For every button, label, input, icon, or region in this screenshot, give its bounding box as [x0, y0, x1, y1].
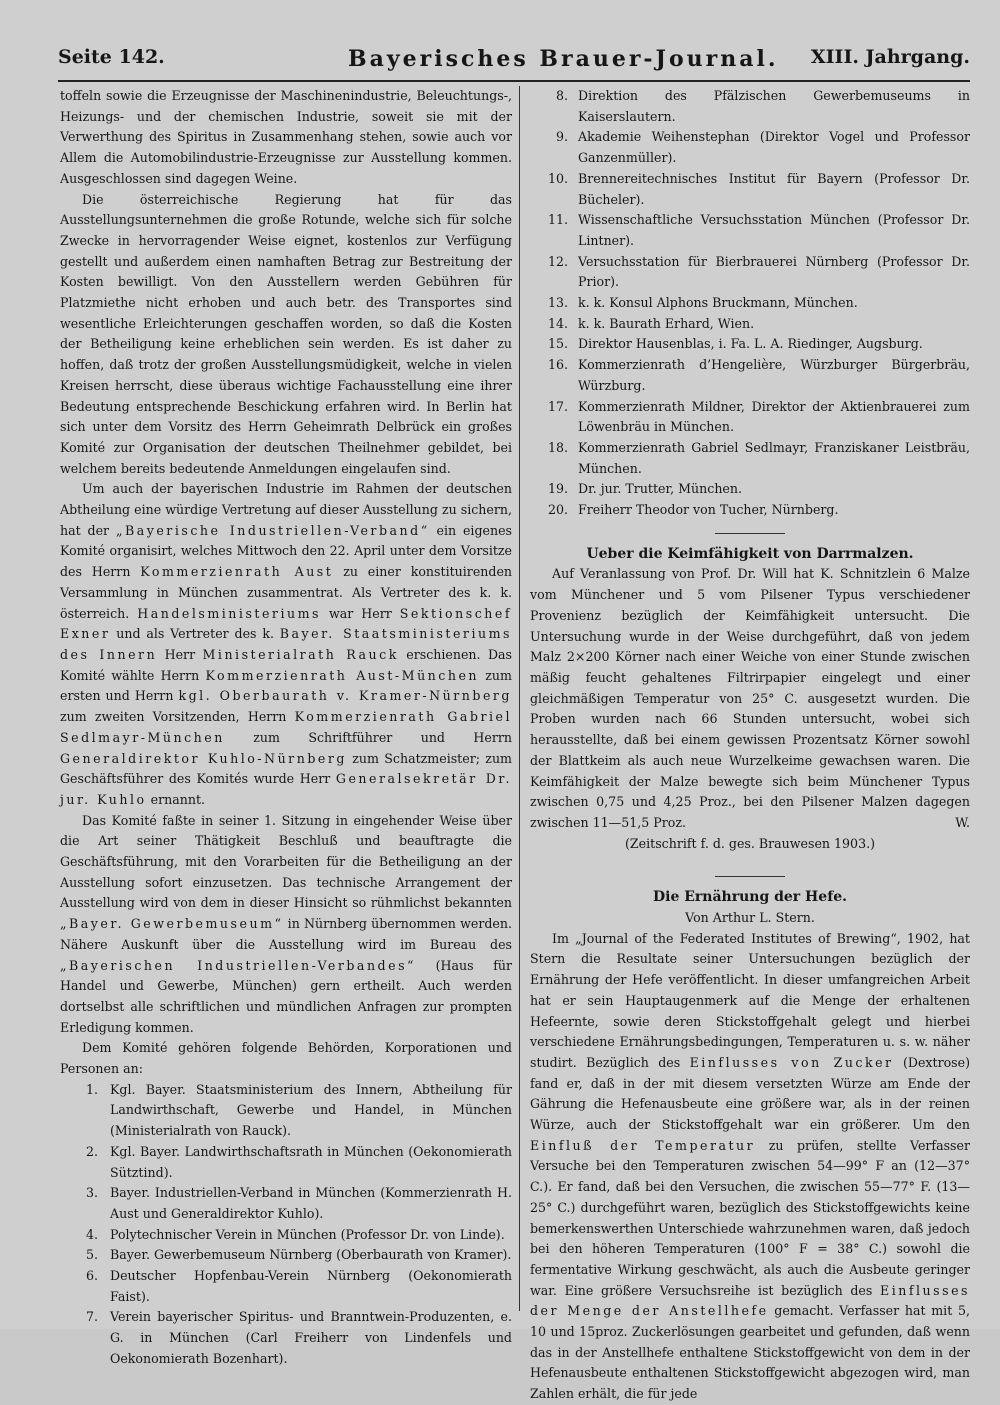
list-item: 8. Direktion des Pfälzischen Gewerbemuseums in Kaiserslautern.: [555, 88, 970, 124]
section-separator: [715, 533, 785, 534]
right-column: [530, 86, 971, 1402]
list-item: 18. Kommerzienrath Gabriel Sedlmayr, Franziskaner Leistbräu, München.: [547, 439, 970, 476]
list-item: 3. Bayer. Industriellen-Verband in München (Kommerzienrath H. Aust und Generaldirektor Kuhlo).: [85, 1185, 512, 1221]
header-rule: [58, 80, 970, 82]
article-title-keimfaehigkeit: Ueber die Keimfähigkeit von Darrmalzen.: [586, 545, 914, 562]
volume-label: XIII. Jahrgang.: [810, 46, 970, 68]
left-column: [60, 86, 513, 1366]
article-byline: Von Arthur L. Stern.: [685, 910, 815, 926]
column-divider: [519, 86, 520, 1311]
page-header: [58, 42, 970, 76]
list-item: 10. Brennereitechnisches Institut für Bayern (Professor Dr. Bücheler).: [547, 170, 970, 207]
paragraph-committee-meeting: Das Komité faßte in seiner 1. Sitzung in eingehender Weise über die Art seiner Thätigkeit Beschluß und beauftragte die Geschäftsführung, mit den Vorarbeiten für die Betheiligung an der Ausstellung sofort einzusetzen. Das technische Arrangement der Ausstellung wird von dem in dieser Hinsicht so rühmlichst bekannten „Bayer. Gewerbemuseum“ in Nürnberg übernommen werden. Nähere Auskunft über die Ausstellung wird im Bureau des „Bayerischen Industriellen-Verbandes“ (Haus für Handel und Gewerbe, München) gern ertheilt. Auch werden dortselbst alle schriftlichen und mündlichen Anfragen zur prompten Erledigung kommen.: [60, 812, 512, 1035]
paragraph-members-intro: Dem Komité gehören folgende Behörden, Korporationen und Personen an:: [60, 1040, 512, 1077]
list-item: 14. k. k. Baurath Erhard, Wien.: [547, 315, 755, 331]
list-item: 2. Kgl. Bayer. Landwirthschaftsrath in München (Oekonomierath Sütztind).: [85, 1143, 512, 1180]
paragraph-austrian-government: Die österreichische Regierung hat für das Ausstellungsunternehmen die große Rotunde, welche sich für solche Zwecke in hervorragender Weise eignet, kostenlos zur Verfügung gestellt und außerdem einen namhaften Betrag zur Bestreitung der Kosten bewilligt. Von den Ausstellern werden Gebühren für Platzmiethe nicht erhoben und auch betr. des Transportes sind wesentliche Erleichterungen geschaffen worden, so daß die Kosten der Betheiligung keine erheblichen sein werden. Es ist daher zu hoffen, daß trotz der großen Ausstellungsmüdigkeit, welche in vielen Kreisen herrscht, diese überaus wichtige Fachausstellung eine ihrer Bedeutung entsprechende Beschickung erfahren wird. In Berlin hat sich unter dem Vorsitz des Herrn Geheimrath Delbrück ein großes Komité zur Organisation der deutschen Theilnehmer gebildet, bei welchem bereits bedeutende Anmeldungen eingelaufen sind.: [60, 191, 512, 476]
list-item: 11. Wissenschaftliche Versuchsstation München (Professor Dr. Lintner).: [547, 212, 970, 248]
list-item: 7. Verein bayerischer Spiritus- und Branntwein-Produzenten, e. G. in München (Carl Freiherr von Lindenfels und Oekonomierath Bozenhart).: [85, 1309, 512, 1366]
paragraph-bavarian-committee: Um auch der bayerischen Industrie im Rahmen der deutschen Abtheilung eine würdige Vertretung auf dieser Ausstellung zu sichern, hat der „Bayerische Industriellen-Verband“ ein eigenes Komité organisirt, welches Mittwoch den 22. April unter dem Vorsitze des Herrn Kommerzienrath Aust zu einer konstituirenden Versammlung in München zusammentrat. Als Vertreter des k. k. österreich. Handelsministeriums war Herr Sektionschef Exner und als Vertreter des k. Bayer. Staatsministeriums des Innern Herr Ministerialrath Rauck erschienen. Das Komité wählte Herrn Kommerzienrath Aust-München zum ersten und Herrn kgl. Oberbaurath v. Kramer-Nürnberg zum zweiten Vorsitzenden, Herrn Kommerzienrath Gabriel Sedlmayr-München zum Schriftführer und Herrn Generaldirektor Kuhlo-Nürnberg zum Schatzmeister; zum Geschäftsführer des Komités wurde Herr Generalsekretär Dr. jur. Kuhlo ernannt.: [60, 481, 513, 807]
paragraph-keimfaehigkeit: Auf Veranlassung von Prof. Dr. Will hat K. Schnitzlein 6 Malze vom Münchener und 5 vom Pilsener Typus verschiedener Provenienz bezüglich der Keimfähigkeit untersucht. Die Untersuchung wurde in der Weise durchgeführt, daß von jedem Malz 2×200 Körner nach einer Weiche von einer Stunde zwischen mäßig feucht gehaltenes Filtrirpapier eingelegt und einer gleichmäßigen Temperatur von 25° C. ausgesetzt wurden. Die Proben wurden nach 66 Stunden untersucht, wobei sich herausstellte, daß bei einem gewissen Prozentsatz Körner sowohl der Blattkeim als auch neue Wurzelkeime gewachsen waren. Die Keimfähigkeit der Malze bewegte sich beim Münchener Typus zwischen 0,75 und 4,25 Proz., bei den Pilsener Malzen dagegen zwischen 11—51,5 Proz. W.: [530, 564, 970, 833]
list-item: 15. Direktor Hausenblas, i. Fa. L. A. Riedinger, Augsburg.: [547, 336, 923, 352]
author-signature: W.: [955, 814, 970, 830]
list-item: 9. Akademie Weihenstephan (Direktor Vogel und Professor Ganzenmüller).: [555, 129, 970, 166]
list-item: 19. Dr. jur. Trutter, München.: [547, 481, 742, 497]
members-list-right: [530, 86, 970, 521]
list-item: 1. Kgl. Bayer. Staatsministerium des Innern, Abtheilung für Landwirthschaft, Gewerbe und Handel, in München (Ministerialrath von Rauck).: [85, 1081, 512, 1139]
journal-title: Bayerisches Brauer-Journal.: [348, 46, 779, 72]
list-item: 13. k. k. Konsul Alphons Bruckmann, München.: [547, 295, 858, 311]
page-number: Seite 142.: [58, 46, 165, 68]
list-item: 16. Kommerzienrath d’Hengelière, Würzburger Bürgerbräu, Würzburg.: [547, 357, 970, 393]
list-item: 5. Bayer. Gewerbemuseum Nürnberg (Oberbaurath von Kramer).: [85, 1247, 512, 1263]
list-item: 17. Kommerzienrath Mildner, Direktor der Aktienbrauerei zum Löwenbräu in München.: [547, 398, 970, 435]
article-title-hefe: Die Ernährung der Hefe.: [653, 889, 847, 906]
paragraph-exhibits: toffeln sowie die Erzeugnisse der Maschinenindustrie, Beleuchtungs-, Heizungs- und der chemischen Industrie, soweit sie mit der Verwerthung des Spiritus in Zusammenhang stehen, sowie auch vor Allem die Automobilindustrie-Erzeugnisse zur Ausstellung kommen. Ausgeschlossen sind dagegen Weine.: [60, 88, 512, 186]
list-item: 4. Polytechnischer Verein in München (Professor Dr. von Linde).: [85, 1226, 505, 1242]
paragraph-hefe: Im „Journal of the Federated Institutes of Brewing“, 1902, hat Stern die Resultate seiner Untersuchungen bezüglich der Ernährung der Hefe veröffentlicht. In dieser umfangreichen Arbeit hat er sein Hauptaugenmerk auf die Menge der erhaltenen Hefeernte, sowie deren Stickstoffgehalt gelegt und hierbei verschiedene Ernährungsbedingungen, Temperaturen u. s. w. näher studirt. Bezüglich des Einflusses von Zucker (Dextrose) fand er, daß in der mit diesem versetzten Würze am Ende der Gährung die Hefenausbeute eine größere war, als in der reinen Würze, auch der Stickstoffgehalt war ein größerer. Um den Einfluß der Temperatur zu prüfen, stellte Verfasser Versuche bei den Temperaturen zwischen 54—99° F an (12—37° C.). Er fand, daß bei den Versuchen, die zwischen 55—77° F. (13—25° C.) durchgeführt waren, bezüglich des Stickstoffgewichts keine bemerkenswerthen Unterschiede wahrzunehmen waren, daß jedoch bei den höheren Temperaturen (100° F = 38° C.) sowohl die fermentative Wirkung geschwächt, als auch die Ausbeute geringer war. Eine größere Versuchsreihe ist bezüglich des Einflusses der Menge der Anstellhefe gemacht. Verfasser hat mit 5, 10 und 15proz. Zuckerlösungen gearbeitet und gefunden, daß wenn das in der Anstellhefe enthaltene Stickstoffgewicht von dem in der Hefenausbeute enthaltenen Stickstoffgewicht abgezogen wird, man Zahlen erhält, die für jede: [530, 930, 971, 1402]
source-citation: (Zeitschrift f. d. ges. Brauwesen 1903.): [625, 835, 875, 851]
list-item: 20. Freiherr Theodor von Tucher, Nürnberg.: [547, 502, 839, 518]
list-item: 12. Versuchsstation für Bierbrauerei Nürnberg (Professor Dr. Prior).: [547, 253, 970, 290]
members-list-left: [60, 1080, 512, 1370]
list-item: 6. Deutscher Hopfenbau-Verein Nürnberg (Oekonomierath Faist).: [85, 1268, 512, 1304]
section-separator: [715, 876, 785, 877]
